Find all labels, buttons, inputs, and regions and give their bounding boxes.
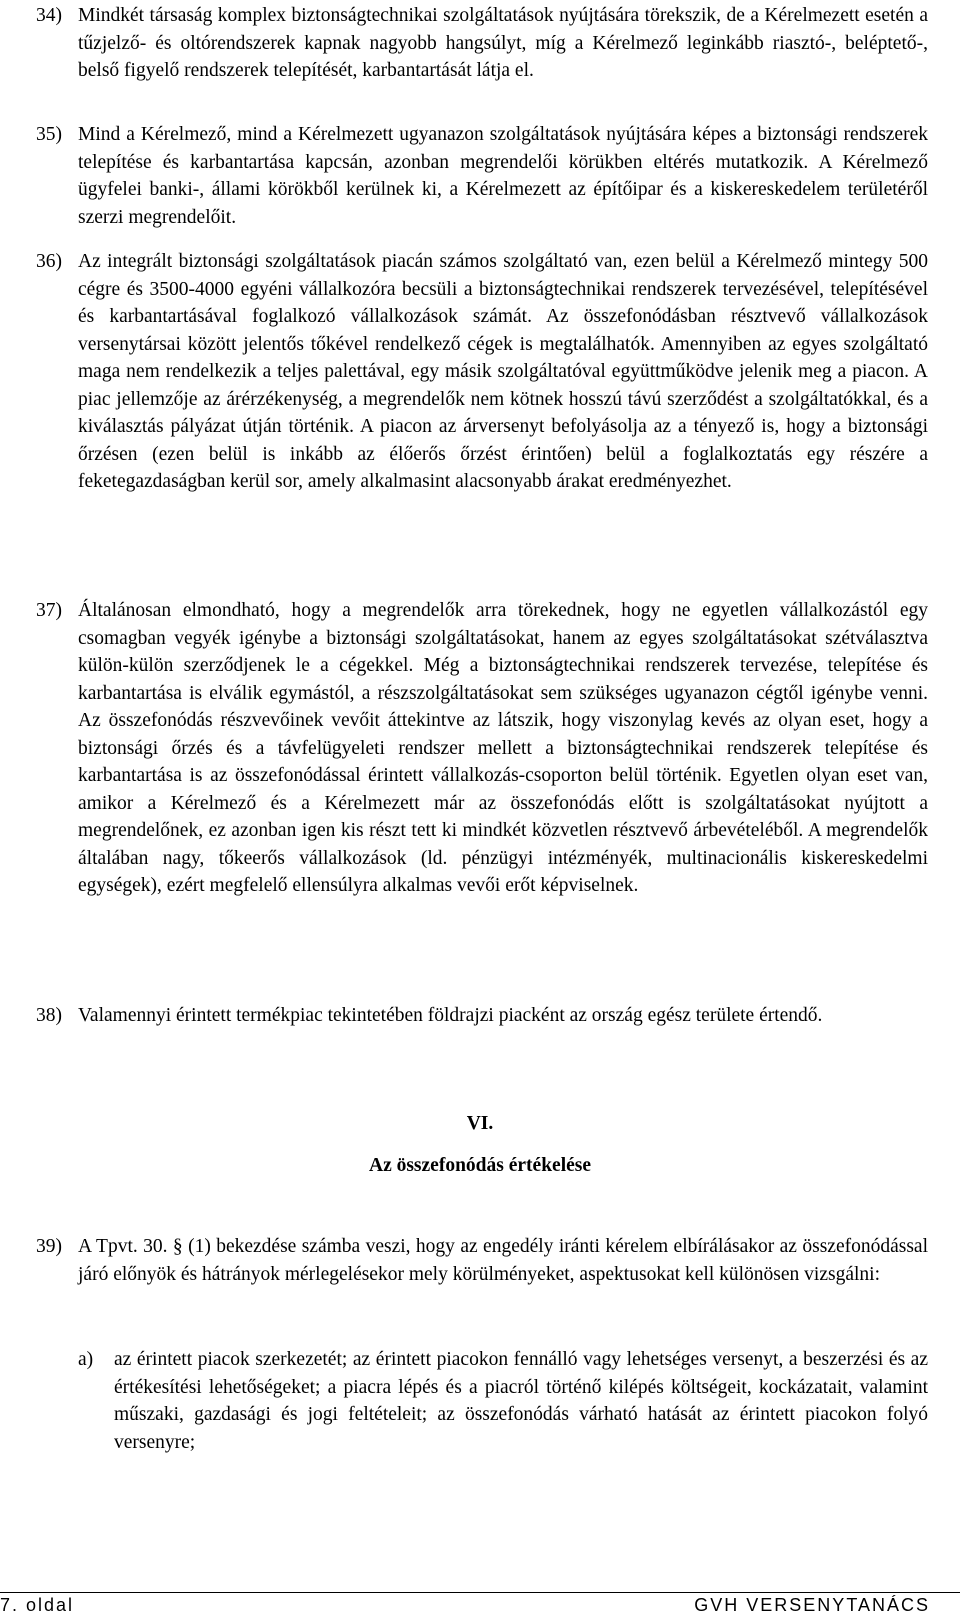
paragraph-number: 35) [36,124,62,145]
list-item-a [78,1346,928,1456]
list-item-label: a) [78,1349,94,1370]
paragraph-39 [36,1233,928,1288]
paragraph-number: 38) [36,1005,62,1026]
paragraph-text: Mindkét társaság komplex biztonságtechnikai szolgáltatások nyújtására törekszik, de a Kérelmezett esetén a tűzjelző- és oltórendszerek kapnak nagyobb hangsúlyt, míg a Kérelmező leginkább riasztó-, beléptető-, belső figyelő rendszerek telepítését, karbantartását látja el. [78,5,928,81]
paragraph-34 [36,2,928,85]
footer-divider [0,1592,960,1593]
footer-organization: GVH VERSENYTANÁCS [694,1595,930,1615]
paragraph-number: 39) [36,1236,62,1257]
list-item-text: az érintett piacok szerkezetét; az érintett piacokon fennálló vagy lehetséges versenyt, a beszerzési és az értékesítési lehetőségeket; a piacra lépés és a piacról történő kilépés költségeit, kockázatait, valamint műszaki, gazdasági és jogi feltételeit; az összefonódás várható hatását az érintett piacokon folyó versenyre; [114,1349,928,1453]
paragraph-text: Az integrált biztonsági szolgáltatások piacán számos szolgáltató van, ezen belül a Kérelmező mintegy 500 cégre és 3500-4000 egyéni vállalkozóra becsüli a biztonságtechnikai rendszerek tervezésével, telepítésével és karbantartásával foglalkozó vállalkozások számát. Az összefonódásban résztvevő vállalkozások versenytársai között jelentős tőkével rendelkező cégek is megtalálhatók. Amennyiben az egyes szolgáltató maga nem rendelkezik a teljes palettával, egy másik szolgáltatóval együttműködve jelenik meg a piacon. A piac jellemzője az árérzékenység, a megrendelők nem kötnek hosszú távú szerződést a szolgáltatókkal, és a kiválasztás pályázat útján történik. A piacon az árversenyt befolyásolja az a tényező is, hogy a biztonsági őrzésen (ezen belül is inkább az élőerős őrzést érintően) belül a foglalkoztatás egy részére a feketegazdaságban kerül sor, amely alkalmasint alacsonyabb árakat eredményezhet. [78,251,928,492]
paragraph-number: 37) [36,600,62,621]
paragraph-37 [36,597,928,900]
paragraph-number: 36) [36,251,62,272]
paragraph-text: Általánosan elmondható, hogy a megrendelők arra törekednek, hogy ne egyetlen vállalkozástól egy csomagban vegyék igénybe a biztonsági szolgáltatásokat, hanem az egyes szolgáltatásokat szétválasztva külön-külön szerződjenek le a cégekkel. Még a biztonságtechnikai rendszerek tervezése, telepítése és karbantartása is elválik egymástól, a részszolgáltatásokat sem szükséges ugyanazon cégtől igénybe venni. Az összefonódás részvevőinek vevőit áttekintve az látszik, hogy viszonylag kevés az olyan eset, hogy a biztonsági őrzés és a távfelügyeleti rendszer mellett a biztonságtechnikai rendszerek telepítése és karbantartása is az összefonódással érintett vállalkozás-csoporton belül történik. Egyetlen olyan eset van, amikor a Kérelmező és a Kérelmezett már az összefonódás előtt is szolgáltatásokat nyújtott a megrendelőnek, ez azonban igen kis részt tett ki mindkét közvetlen résztvevő árbevételéből. A megrendelők általában nagy, tőkeerős vállalkozások (ld. pénzügyi intézményék, multinacionális kiskereskedelmi egységek), ezért megfelelő ellensúlyra alkalmas vevői erőt képviselnek. [78,600,928,896]
paragraph-35 [36,121,928,231]
paragraph-text: Mind a Kérelmező, mind a Kérelmezett ugyanazon szolgáltatások nyújtására képes a biztonsági rendszerek telepítése és karbantartása kapcsán, azonban megrendelői körükben eltérés mutatkozik. A Kérelmező ügyfelei banki-, állami körökből kerülnek ki, a Kérelmezett az építőipar és a kiskereskedelem területéről szerzi megrendelőit. [78,124,928,228]
section-number: VI. [466,1113,494,1134]
paragraph-number: 34) [36,5,62,26]
paragraph-text: A Tpvt. 30. § (1) bekezdése számba veszi, hogy az engedély iránti kérelem elbírálásakor az összefonódással járó előnyök és hátrányok mérlegelésekor mely körülményeket, aspektusokat kell különösen vizsgálni: [78,1236,928,1285]
paragraph-38 [36,1002,928,1030]
section-title: Az összefonódás értékelése [368,1155,592,1176]
paragraph-text: Valamennyi érintett termékpiac tekintetében földrajzi piacként az ország egész területe értendő. [78,1005,823,1026]
page-number: 7. oldal [0,1595,75,1615]
paragraph-36 [36,248,928,496]
